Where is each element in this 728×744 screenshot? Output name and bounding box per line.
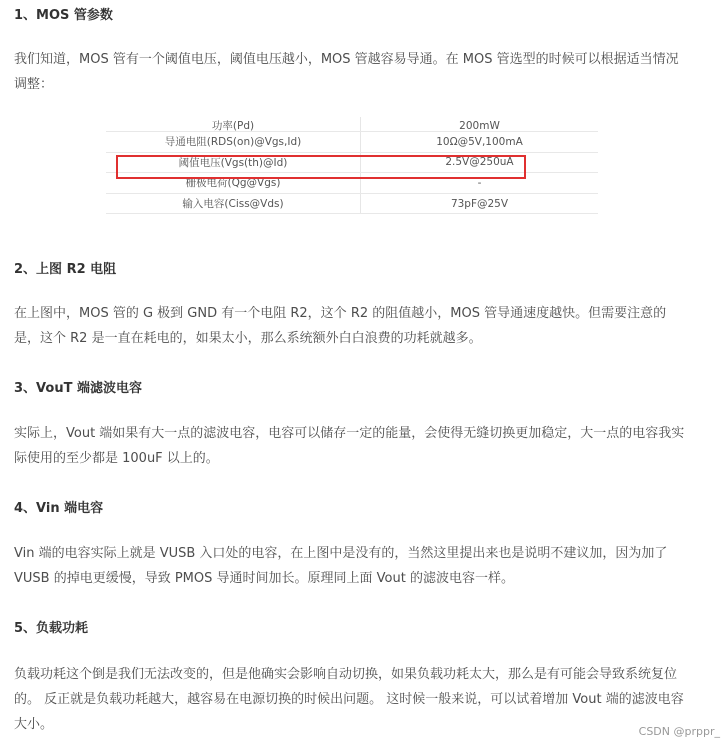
section-5-title: 5、负载功耗 — [14, 621, 89, 636]
section-4-title: 4、Vin 端电容 — [14, 501, 104, 516]
param-value: - — [361, 173, 599, 194]
table-row — [106, 117, 598, 132]
param-name: 功率(Pd) — [106, 117, 361, 132]
table-row — [106, 193, 598, 214]
section-1-title: 1、MOS 管参数 — [14, 8, 113, 23]
param-name: 栅极电荷(Qg@Vgs) — [106, 173, 361, 194]
param-value: 73pF@25V — [361, 193, 599, 214]
param-value: 200mW — [361, 117, 599, 132]
table-row — [106, 132, 598, 153]
param-value: 2.5V@250uA — [361, 152, 599, 173]
section-4-text: Vin 端的电容实际上就是 VUSB 入口处的电容，在上图中是没有的，当然这里提出来也是说明不建议加，因为加了 VUSB 的掉电更缓慢，导致 PMOS 导通时间加长。原理同上面 Vout 的滤波电容一样。 — [14, 546, 668, 586]
param-name: 导通电阻(RDS(on)@Vgs,Id) — [106, 132, 361, 153]
csdn-watermark: CSDN @prppr_ — [638, 725, 720, 738]
param-name: 阈值电压(Vgs(th)@Id) — [106, 152, 361, 173]
highlight-box — [116, 155, 526, 179]
param-value: 10Ω@5V,100mA — [361, 132, 599, 153]
section-2-title: 2、上图 R2 电阻 — [14, 262, 117, 277]
section-1-text: 我们知道，MOS 管有一个阈值电压，阈值电压越小，MOS 管越容易导通。在 MOS 管选型的时候可以根据适当情况调整： — [14, 52, 679, 92]
param-name: 输入电容(Ciss@Vds) — [106, 193, 361, 214]
section-5-text: 负载功耗这个倒是我们无法改变的，但是他确实会影响自动切换，如果负载功耗太大，那么是有可能会导致系统复位的。 反正就是负载功耗越大，越容易在电源切换的时候出问题。 这时候一般来说，可以试着增加 Vout 端的滤波电容大小。 — [14, 667, 684, 732]
section-3-text: 实际上，Vout 端如果有大一点的滤波电容，电容可以储存一定的能量，会使得无缝切换更加稳定，大一点的电容我实际使用的至少都是 100uF 以上的。 — [14, 426, 685, 466]
section-3-title: 3、VouT 端滤波电容 — [14, 381, 142, 396]
section-2-text: 在上图中，MOS 管的 G 极到 GND 有一个电阻 R2，这个 R2 的阻值越小，MOS 管导通速度越快。但需要注意的是，这个 R2 是一直在耗电的，如果太小，那么系统额外白白浪费的功耗就越多。 — [14, 306, 667, 346]
